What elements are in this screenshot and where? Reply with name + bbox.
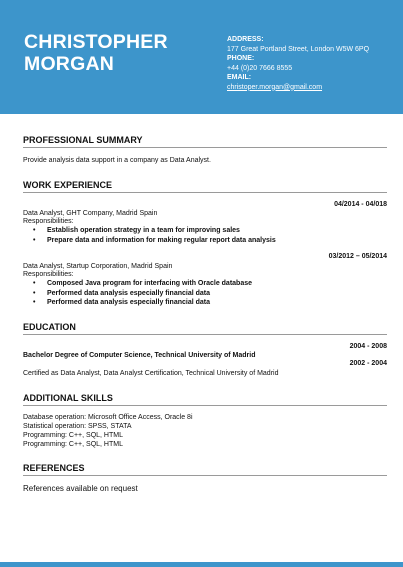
list-item: Programming: C++, SQL, HTML — [23, 441, 123, 448]
list-item: • Performed data analysis especially financial data — [33, 289, 252, 299]
section-title-summary: PROFESSIONAL SUMMARY — [23, 135, 387, 148]
list-item: • Composed Java program for interfacing with Oracle database — [33, 279, 252, 289]
name-line-first: CHRISTOPHER — [24, 31, 168, 53]
job-bullet-list — [33, 279, 252, 308]
list-item: Statistical operation: SPSS, STATA — [23, 423, 132, 430]
job-responsibilities-label: Responsibilities: — [23, 271, 74, 278]
section-title-skills: ADDITIONAL SKILLS — [23, 393, 387, 406]
address-value: 177 Great Portland Street, London W5W 6PQ — [227, 45, 370, 53]
name-line-last: MORGAN — [24, 53, 115, 75]
education-certificate: Certified as Data Analyst, Data Analyst Certification, Technical University of Madrid — [23, 370, 279, 377]
job-date: 03/2012 – 05/2014 — [328, 253, 387, 260]
job-role: Data Analyst, GHT Company, Madrid Spain — [23, 210, 158, 217]
list-item: Database operation: Microsoft Office Access, Oracle 8i — [23, 414, 193, 421]
job-bullet-list — [33, 226, 276, 245]
summary-text: Provide analysis data support in a company as Data Analyst. — [23, 157, 211, 164]
job-date: 04/2014 - 04/018 — [334, 201, 387, 208]
education-degree: Bachelor Degree of Computer Science, Technical University of Madrid — [23, 352, 256, 359]
email-label: EMAIL: — [227, 74, 252, 81]
education-date: 2004 - 2008 — [349, 343, 387, 350]
candidate-name — [24, 31, 168, 75]
job-responsibilities-label: Responsibilities: — [23, 218, 74, 225]
section-title-references: REFERENCES — [23, 463, 387, 476]
address-label: ADDRESS: — [227, 36, 264, 43]
section-title-education: EDUCATION — [23, 322, 387, 335]
list-item: • Performed data analysis especially financial data — [33, 298, 252, 308]
footer-bar — [0, 562, 403, 567]
references-text: References available on request — [23, 484, 138, 493]
phone-label: PHONE: — [227, 55, 255, 62]
job-role: Data Analyst, Startup Corporation, Madrid Spain — [23, 263, 173, 270]
resume-header — [0, 0, 403, 114]
list-item: Programming: C++, SQL, HTML — [23, 432, 123, 439]
section-title-experience: WORK EXPERIENCE — [23, 180, 387, 193]
list-item: • Prepare data and information for making regular report data analysis — [33, 236, 276, 246]
contact-block — [227, 35, 369, 92]
skills-list — [23, 413, 193, 449]
list-item: • Establish operation strategy in a team for improving sales — [33, 226, 276, 236]
phone-value: +44 (0)20 7666 8555 — [227, 64, 293, 72]
email-link[interactable]: christoper.morgan@gmail.com — [227, 83, 323, 91]
education-date: 2002 - 2004 — [349, 360, 387, 367]
